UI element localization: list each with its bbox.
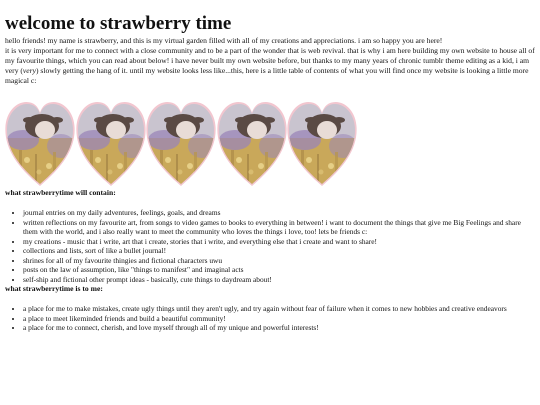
list-item: • written reflections on my favourite art, from songs to video games to books to everything in between! i want to document the things that give me Big Feelings and share them with the world, and i also really want to meet the community who loves the things i love, too! lets be friends c: <box>23 218 535 237</box>
heart-image <box>5 100 76 188</box>
about-text-start: it is very important for me to connect with a close community and to be a part of the wonder that is web revival. that is why i am here building my own website to house all of my favourite things, which you can read about below! i have never built my own website before, but thanks to my many years of chronic tumblr theme editing as a kid, i am very ( <box>5 46 535 75</box>
list-item: • self-ship and fictional other prompt ideas - basically, cute things to daydream about! <box>23 275 535 285</box>
about-paragraph <box>5 46 535 86</box>
page-title: welcome to strawberry time <box>5 13 232 34</box>
list-item: • shrines for all of my favourite thingies and fictional characters uwu <box>23 256 535 266</box>
heart-image <box>287 100 358 188</box>
heart-image <box>76 100 147 188</box>
list-item: • a place for me to connect, cherish, and love myself through all of my unique and powerful interests! <box>23 323 535 333</box>
tome-list <box>5 304 535 333</box>
about-text-end: ) slowly getting the hang of it. until my website looks less like...this, here is a little table of contents of what you will find once my website is looking a little more magical c: <box>5 66 529 85</box>
about-emphasis: very <box>22 66 36 75</box>
heart-image-row <box>5 100 535 188</box>
list-item: • collections and lists, sort of like a bullet journal! <box>23 246 535 256</box>
list-item: • journal entries on my daily adventures, feelings, goals, and dreams <box>23 208 535 218</box>
contain-list <box>5 208 535 284</box>
intro-paragraph: hello friends! my name is strawberry, and this is my virtual garden filled with all of my creations and appreciations. i am so happy you are here! <box>5 36 443 45</box>
list-item: • posts on the law of assumption, like "things to manifest" and imaginal acts <box>23 265 535 275</box>
list-item: • a place to meet likeminded friends and build a beautiful community! <box>23 314 535 324</box>
heart-image <box>217 100 288 188</box>
tome-heading: what strawberrytime is to me: <box>5 284 103 293</box>
list-item: • a place for me to make mistakes, create ugly things until they aren't ugly, and try again without fear of failure when it comes to new hobbies and creative endeavors <box>23 304 535 314</box>
heart-image <box>146 100 217 188</box>
list-item: • my creations - music that i write, art that i create, stories that i write, and everything else that i create and want to share! <box>23 237 535 247</box>
contain-heading: what strawberrytime will contain: <box>5 188 116 197</box>
